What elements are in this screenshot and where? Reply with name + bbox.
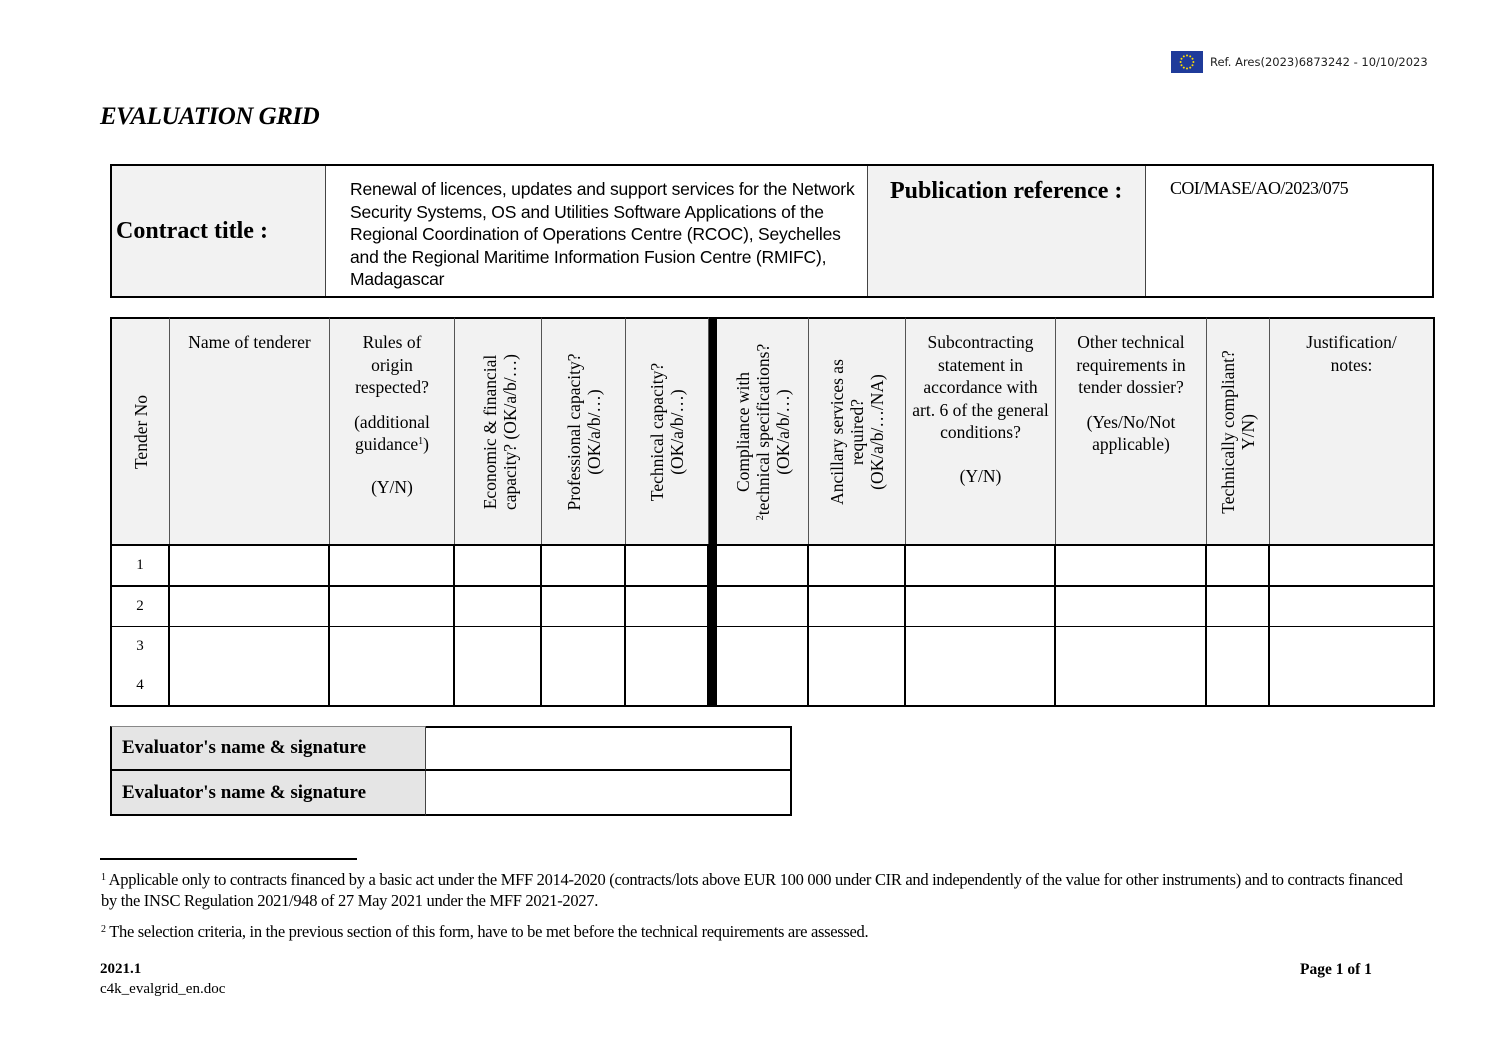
- justification-cell[interactable]: [1270, 546, 1435, 587]
- publication-reference-value: COI/MASE/AO/2023/075: [1146, 166, 1432, 296]
- footnote-1: $^1$ Applicable only to contracts financed by a basic act under the MFF 2014-2020 (contracts/lots above EUR 100 000 under CIR and independently of the value for other instruments) and to contracts financed by the INSC Regulation 2021/948 of 27 May 2021 under the MFF 2021-2027.: [101, 870, 1403, 910]
- tender-no-cell: 1: [110, 546, 170, 587]
- rules-of-origin-cell[interactable]: [330, 546, 455, 587]
- reference-text: Ref. Ares(2023)6873242 - 10/10/2023: [1210, 55, 1428, 69]
- professional-capacity-cell[interactable]: [542, 627, 626, 668]
- contract-title-value: Renewal of licences, updates and support services for the Network Security Systems, OS and Utilities Software Applications of the Regional Coordination of Operations Centre (RCOC), Seychelles and the Regional Maritime Information Fusion Centre (RMIFC), Madagascar: [326, 166, 868, 296]
- eu-flag-icon: [1171, 51, 1203, 73]
- evaluator-signature-table: [110, 726, 792, 816]
- evaluation-grid-table: [110, 317, 1435, 707]
- compliance-cell[interactable]: [717, 546, 809, 587]
- professional-capacity-cell[interactable]: [542, 546, 626, 587]
- other-requirements-cell[interactable]: [1056, 627, 1207, 668]
- page-title: EVALUATION GRID: [100, 103, 320, 130]
- name-cell[interactable]: [170, 666, 330, 707]
- tender-no-cell: 3: [110, 627, 170, 668]
- other-requirements-cell[interactable]: [1056, 587, 1207, 628]
- professional-capacity-cell[interactable]: [542, 587, 626, 628]
- evaluator-signature-field[interactable]: [426, 771, 792, 816]
- ancillary-services-cell[interactable]: [809, 627, 906, 668]
- contract-title-label: Contract title :: [112, 166, 326, 296]
- evaluator-signature-field[interactable]: [426, 726, 792, 771]
- technical-capacity-cell[interactable]: [626, 587, 709, 628]
- compliance-cell[interactable]: [717, 627, 809, 668]
- rules-of-origin-cell[interactable]: [330, 666, 455, 707]
- column-separator: [709, 317, 717, 707]
- technical-capacity-cell[interactable]: [626, 627, 709, 668]
- column-header-name-of-tenderer: Name of tenderer: [170, 317, 330, 545]
- ancillary-services-cell[interactable]: [809, 587, 906, 628]
- document-filename: c4k_evalgrid_en.doc: [100, 981, 226, 997]
- economic-capacity-cell[interactable]: [455, 546, 542, 587]
- ancillary-services-cell[interactable]: [809, 666, 906, 707]
- evaluator-row: [110, 726, 792, 771]
- rules-of-origin-cell[interactable]: [330, 627, 455, 668]
- tender-no-cell: 4: [110, 666, 170, 707]
- justification-cell[interactable]: [1270, 666, 1435, 707]
- compliance-cell[interactable]: [717, 666, 809, 707]
- column-header-subcontracting-statement: Subcontracting statement in accordance with art. 6 of the general conditions? (Y/N): [906, 317, 1056, 545]
- technical-capacity-cell[interactable]: [626, 546, 709, 587]
- tender-no-cell: 2: [110, 587, 170, 628]
- column-header-ancillary-services: Ancillary services as required? (OK/a/b/…/NA): [809, 317, 906, 545]
- evaluator-label: Evaluator's name & signature: [110, 771, 426, 816]
- evaluator-label: Evaluator's name & signature: [110, 726, 426, 771]
- document-version: 2021.1: [100, 961, 142, 977]
- subcontracting-cell[interactable]: [906, 666, 1056, 707]
- technical-capacity-cell[interactable]: [626, 666, 709, 707]
- column-header-justification-notes: Justification/ notes:: [1270, 317, 1435, 545]
- ancillary-services-cell[interactable]: [809, 546, 906, 587]
- technically-compliant-cell[interactable]: [1207, 546, 1270, 587]
- column-header-technically-compliant: Technically compliant? Y/N): [1207, 317, 1270, 545]
- name-cell[interactable]: [170, 587, 330, 628]
- name-cell[interactable]: [170, 627, 330, 668]
- publication-reference-label: Publication reference :: [868, 166, 1146, 296]
- footnote-divider: [100, 858, 357, 860]
- column-header-tender-no: Tender No: [110, 317, 170, 545]
- evaluator-row: [110, 771, 792, 816]
- document-reference: [1171, 50, 1428, 74]
- subcontracting-cell[interactable]: [906, 587, 1056, 628]
- justification-cell[interactable]: [1270, 587, 1435, 628]
- subcontracting-cell[interactable]: [906, 627, 1056, 668]
- column-header-rules-of-origin: Rules of origin respected? (additional guidance$^1$) (Y/N): [330, 317, 455, 545]
- rules-of-origin-cell[interactable]: [330, 587, 455, 628]
- compliance-cell[interactable]: [717, 587, 809, 628]
- column-header-professional-capacity: Professional capacity? (OK/a/b/…): [542, 317, 626, 545]
- other-requirements-cell[interactable]: [1056, 666, 1207, 707]
- technically-compliant-cell[interactable]: [1207, 666, 1270, 707]
- professional-capacity-cell[interactable]: [542, 666, 626, 707]
- column-header-technical-capacity: Technical capacity? (OK/a/b/…): [626, 317, 709, 545]
- footnote-2: $^2$ The selection criteria, in the previous section of this form, have to be met before the technical requirements are assessed.: [101, 922, 869, 941]
- other-requirements-cell[interactable]: [1056, 546, 1207, 587]
- subcontracting-cell[interactable]: [906, 546, 1056, 587]
- technically-compliant-cell[interactable]: [1207, 627, 1270, 668]
- column-header-economic-financial-capacity: Economic & financial capacity? (OK/a/b/…): [455, 317, 542, 545]
- economic-capacity-cell[interactable]: [455, 587, 542, 628]
- economic-capacity-cell[interactable]: [455, 666, 542, 707]
- name-cell[interactable]: [170, 546, 330, 587]
- contract-info-table: [110, 164, 1434, 298]
- page-number: Page 1 of 1: [1300, 961, 1372, 978]
- technically-compliant-cell[interactable]: [1207, 587, 1270, 628]
- economic-capacity-cell[interactable]: [455, 627, 542, 668]
- column-header-compliance-technical-specifications: Compliance with $^2$technical specifications? (OK/a/b/…): [717, 317, 809, 545]
- justification-cell[interactable]: [1270, 627, 1435, 668]
- column-header-other-technical-requirements: Other technical requirements in tender dossier? (Yes/No/Not applicable): [1056, 317, 1207, 545]
